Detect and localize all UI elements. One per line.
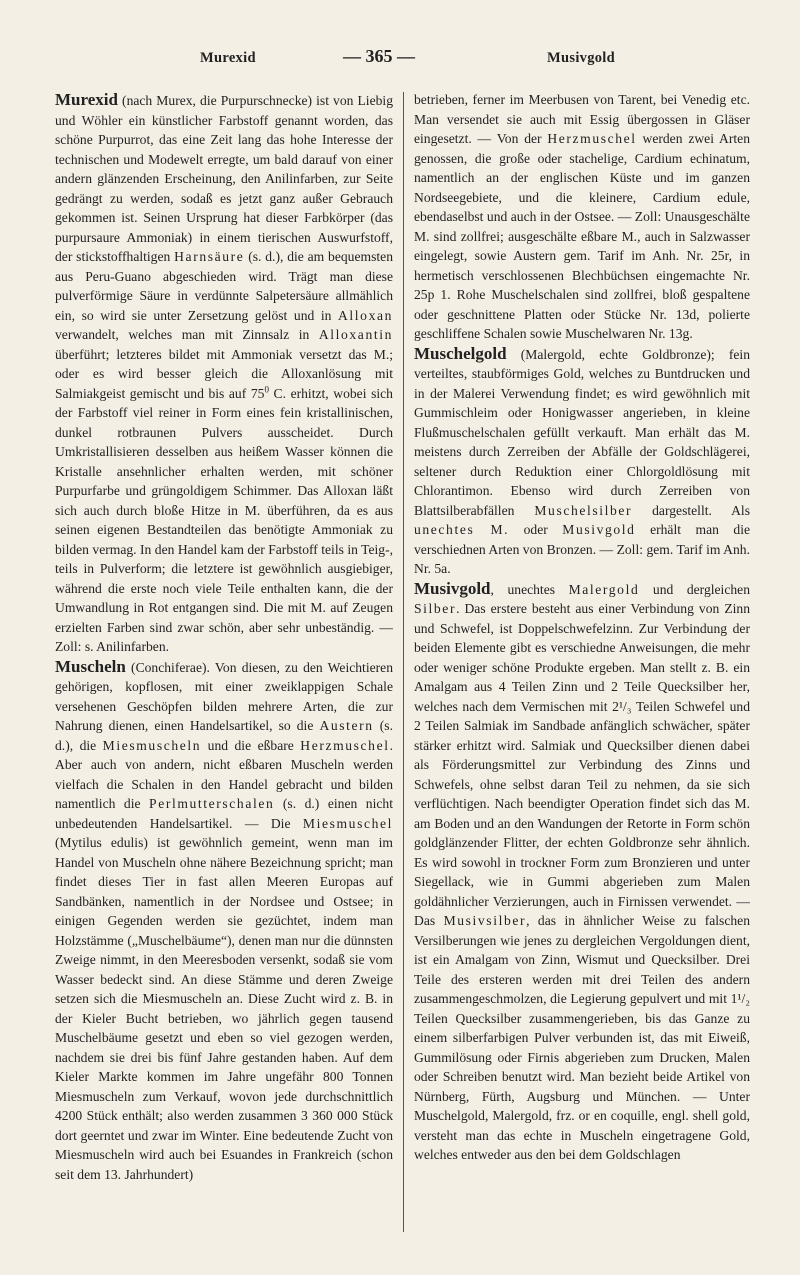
spaced-term: Miesmuschel (302, 815, 393, 831)
right-column (414, 90, 750, 1238)
spaced-term: Muschelsilber (534, 502, 633, 518)
column-divider (403, 92, 404, 1232)
entry-headword: Muscheln (55, 656, 126, 676)
entry-muschelgold: Muschelgold (Malergold, echte Goldbronze); fein verteiltes, staubförmiges Gold, welches zu Buntdrucken und in der Malerei Verwendung findet; es wird gewöhnlich mit Gummischleim oder Honigwasser angerieben, in kleine Flußmuschelschalen gefüllt verkauft. Man erhält das M. meistens durch Zerreiben der Abfälle der Goldschlägerei, seltener durch Reduktion einer Chlorgoldlösung mit Chlorantimon. Ebenso wird durch Zerreiben von Blattsilberabfällen Muschelsilber dargestellt. Als unechtes M. oder Musivgold erhält man die verschiednen Arten von Bronzen. — Zoll: gem. Tarif im Anh. Nr. 5a. (414, 343, 750, 576)
spaced-term: Austern (319, 718, 374, 733)
spaced-term: Perlmutterschalen (149, 796, 275, 811)
spaced-term: Alloxan (338, 307, 393, 323)
entry-muscheln-continued: betrieben, ferner im Meerbusen von Tarent, bei Venedig etc. Man versendet sie auch mit Essig übergossen in Gläser eingesetzt. — Von der Herzmuschel werden zwei Arten genossen, die große oder stachelige, Cardium echinatum, namentlich an der englischen Küste und im ganzen Nordseegebiete, und die kleinere, Cardium edule, ebendaselbst und auch in der Ostsee. — Zoll: Unausgeschälte M. sind zollfrei; ausgeschälte eßbare M., auch in Salzwasser eingelegt, sowie Austern gem. Tarif im Anh. Nr. 25r, in hermetisch verschlossenen Blechbüchsen eingemachte Nr. 25p 1. Rohe Muschelschalen sind zollfrei, bloß gespaltene oder geschnittene Platten oder Stücke Nr. 13d, polierte geschliffene Schalen sowie Muschelwaren Nr. 13g. (414, 92, 750, 341)
left-column (55, 90, 393, 1238)
fraction: 1¹/₂ (730, 991, 750, 1006)
entry-headword: Murexid (55, 90, 118, 109)
spaced-term: Musivsilber (443, 913, 527, 928)
fraction: 2¹/₃ (612, 698, 632, 714)
spaced-term: Herzmuschel (300, 737, 390, 753)
entry-muscheln: Muscheln (Conchiferae). Von diesen, zu den Weichtieren gehörigen, kopflosen, mit einer zweiklappigen Schale versehenen Geschöpfen bilden mehrere Arten, die zur Nahrung dienen, einen Handelsartikel, so die Austern (s. d.), die Miesmuscheln und die eßbare Herzmuschel. Aber auch von andern, nicht eßbaren Muscheln werden vielfach die Schalen in den Handel gebracht und bilden namentlich die Perlmutterschalen (s. d.) einen nicht unbedeutenden Handelsartikel. — Die Miesmuschel (Mytilus edulis) ist gewöhnlich gemeint, wenn man im Handel von Muscheln ohne nähere Bezeichnung spricht; man findet dieses Tier in fast allen Meeren Europas auf Sandbänken, namentlich in der Nordsee und Ostsee; in einigen Gegenden werden sie gezüchtet, indem man Holzstämme („Muschelbäume“), denen man nur die dünnsten Zweige nimmt, in den Meeresboden versenkt, sodaß sie vom Wasser bedeckt sind. An diese Stämme und deren Zweige setzen sich die Miesmuscheln an. Diese Zucht wird z. B. in der Kieler Bucht betrieben, wo jährlich gegen tausend Muschelbäume gesetzt und eben so viel gezogen werden, nachdem sie drei bis fünf Jahre gestanden haben. Auf dem Kieler Markte kommen im Jahre ungefähr 800 Tonnen Miesmuscheln zum Verkauf, wovon jede durchschnittlich 4200 Stück enthält; also werden zusammen 3 360 000 Stück dort geerntet und zwar im Winter. Eine bedeutende Zucht von Miesmuscheln wird auch bei Esuandes in Frankreich (schon seit dem 13. Jahrhundert) (55, 656, 393, 1182)
entry-headword: Musivgold (414, 578, 491, 598)
spaced-term: unechtes M. (414, 522, 510, 537)
spaced-term: Malergold (568, 581, 640, 597)
spaced-term: Alloxantin (318, 327, 393, 342)
header-left-keyword: Murexid (200, 50, 256, 66)
entry-headword: Muschelgold (414, 343, 507, 363)
entry-musivgold: Musivgold, unechtes Malergold und dergleichen Silber. Das erstere besteht aus einer Verbindung von Zinn und Schwefel, ist Doppelschwefelzinn. Zur Verbindung der beiden Elemente gibt es verschiedne Anweisungen, die mehr oder weniger schöne Produkte ergeben. Man stellt z. B. ein Amalgam aus 4 Teilen Zinn und 2 Teile Quecksilber her, welches nach dem Vermischen mit 2¹/₃ Teilen Schwefel und 2 Teilen Salmiak im Sandbade anfänglich schwächer, später stärker erhitzt wird. Salmiak und Quecksilber dienen dabei als Förderungsmittel zur Verbindung des Zinns und Schwefels, ohne selbst daran Teil zu nehmen, da sie sich verflüchtigen. Nach beendigter Operation findet sich das M. am Boden und an den Wandungen der Retorte in Form schön goldglänzender Flitter, der echten Goldbronze sehr ähnlich. Es wird sowohl in trockner Form zum Bronzieren und unter Siegellack, wie in Gummi abgerieben zum Malen goldähnlicher Verzierungen, auch in Firnissen verwendet. — Das Musivsilber, das in ähnlicher Weise zu falschen Versilberungen wie jenes zu dergleichen Vergoldungen dient, ist ein Amalgam von Zinn, Wismut und Quecksilber. Drei Teile des ersteren werden mit drei Teilen des andern zusammengeschmolzen, die Legierung gepulvert und mit 1¹/₂ Teilen Quecksilber zusammengerieben, bis das Ganze zu einem silberfarbigen Pulver verbunden ist, das mit Eiweiß, Gummilösung oder Firnis abgerieben zum Drucken, Malen oder Schreiben benutzt wird. Man bezieht beide Artikel von Nürnberg, Fürth, Augsburg und München. — Unter Muschelgold, Malergold, frz. or en coquille, engl. shell gold, versteht man das echte in Muscheln eingetragene Gold, welches entweder aus den bei dem Goldschlagen (414, 578, 750, 1162)
spaced-term: Silber (414, 601, 457, 616)
spaced-term: Miesmuscheln (102, 737, 202, 753)
page-number: — 365 — (343, 46, 415, 66)
page-header (55, 46, 755, 74)
degree-superscript: 0 (264, 383, 269, 394)
spaced-term: Harnsäure (174, 249, 245, 264)
header-right-keyword: Musivgold (547, 50, 615, 66)
spaced-term: Herzmuschel (547, 131, 637, 146)
spaced-term: Musivgold (562, 522, 636, 537)
entry-murexid: Murexid (nach Murex, die Purpurschnecke) ist von Liebig und Wöhler ein künstlicher Farbstoff genannt worden, das schöne Purpurrot, das eine Zeit lang das hohe Interesse der technischen und Modewelt erregte, um bald darauf von einer andern glänzenden Erscheinung, den Anilinfarben, zur Seite gedrängt zu werden, sodaß es jetzt ganz außer Gebrauch gekommen ist. Seinen Ursprung hat dieser Farbkörper (das purpursaure Ammoniak) in einem tierischen Auswurfstoff, der stickstoffhaltigen Harnsäure (s. d.), die am bequemsten aus Peru-Guano abgeschieden wird. Trägt man diese pulverförmige Säure in verdünnte Salpetersäure allmählich ein, so wird sie unter Zersetzung gelöst und in Alloxan verwandelt, welches man mit Zinnsalz in Alloxantin überführt; letzteres bildet mit Ammoniak versetzt das M.; oder es wird besser gleich die Alloxanlösung mit Salmiakgeist gemischt und bis auf $75^0$ C. erhitzt, wobei sich der Farbstoff viel reiner in Form eines fein kristallinischen, dunkel rotbraunen Pulvers ausscheidet. Durch Umkristallisieren desselben aus heißem Wasser können die Kristalle ansehnlicher erhalten werden, mit schöner Purpurfarbe und grüngoldigem Schimmer. Das Alloxan läßt sich auch durch bloße Hitze in M. überführen, da es aus seinen eigenen Bestandteilen das benötigte Ammoniak zu bilden vermag. In den Handel kam der Farbstoff teils in Teig-, teils in Pulverform; die letztere ist gewöhnlich ausgiebiger, während die erste noch viele Teile enthalten kann, die der Umwandlung in Rot entgangen sind. Die mit M. auf Zeugen erzielten Farben sind zwar schön, aber sehr unbeständig. — Zoll: s. Anilinfarben. (55, 90, 393, 654)
